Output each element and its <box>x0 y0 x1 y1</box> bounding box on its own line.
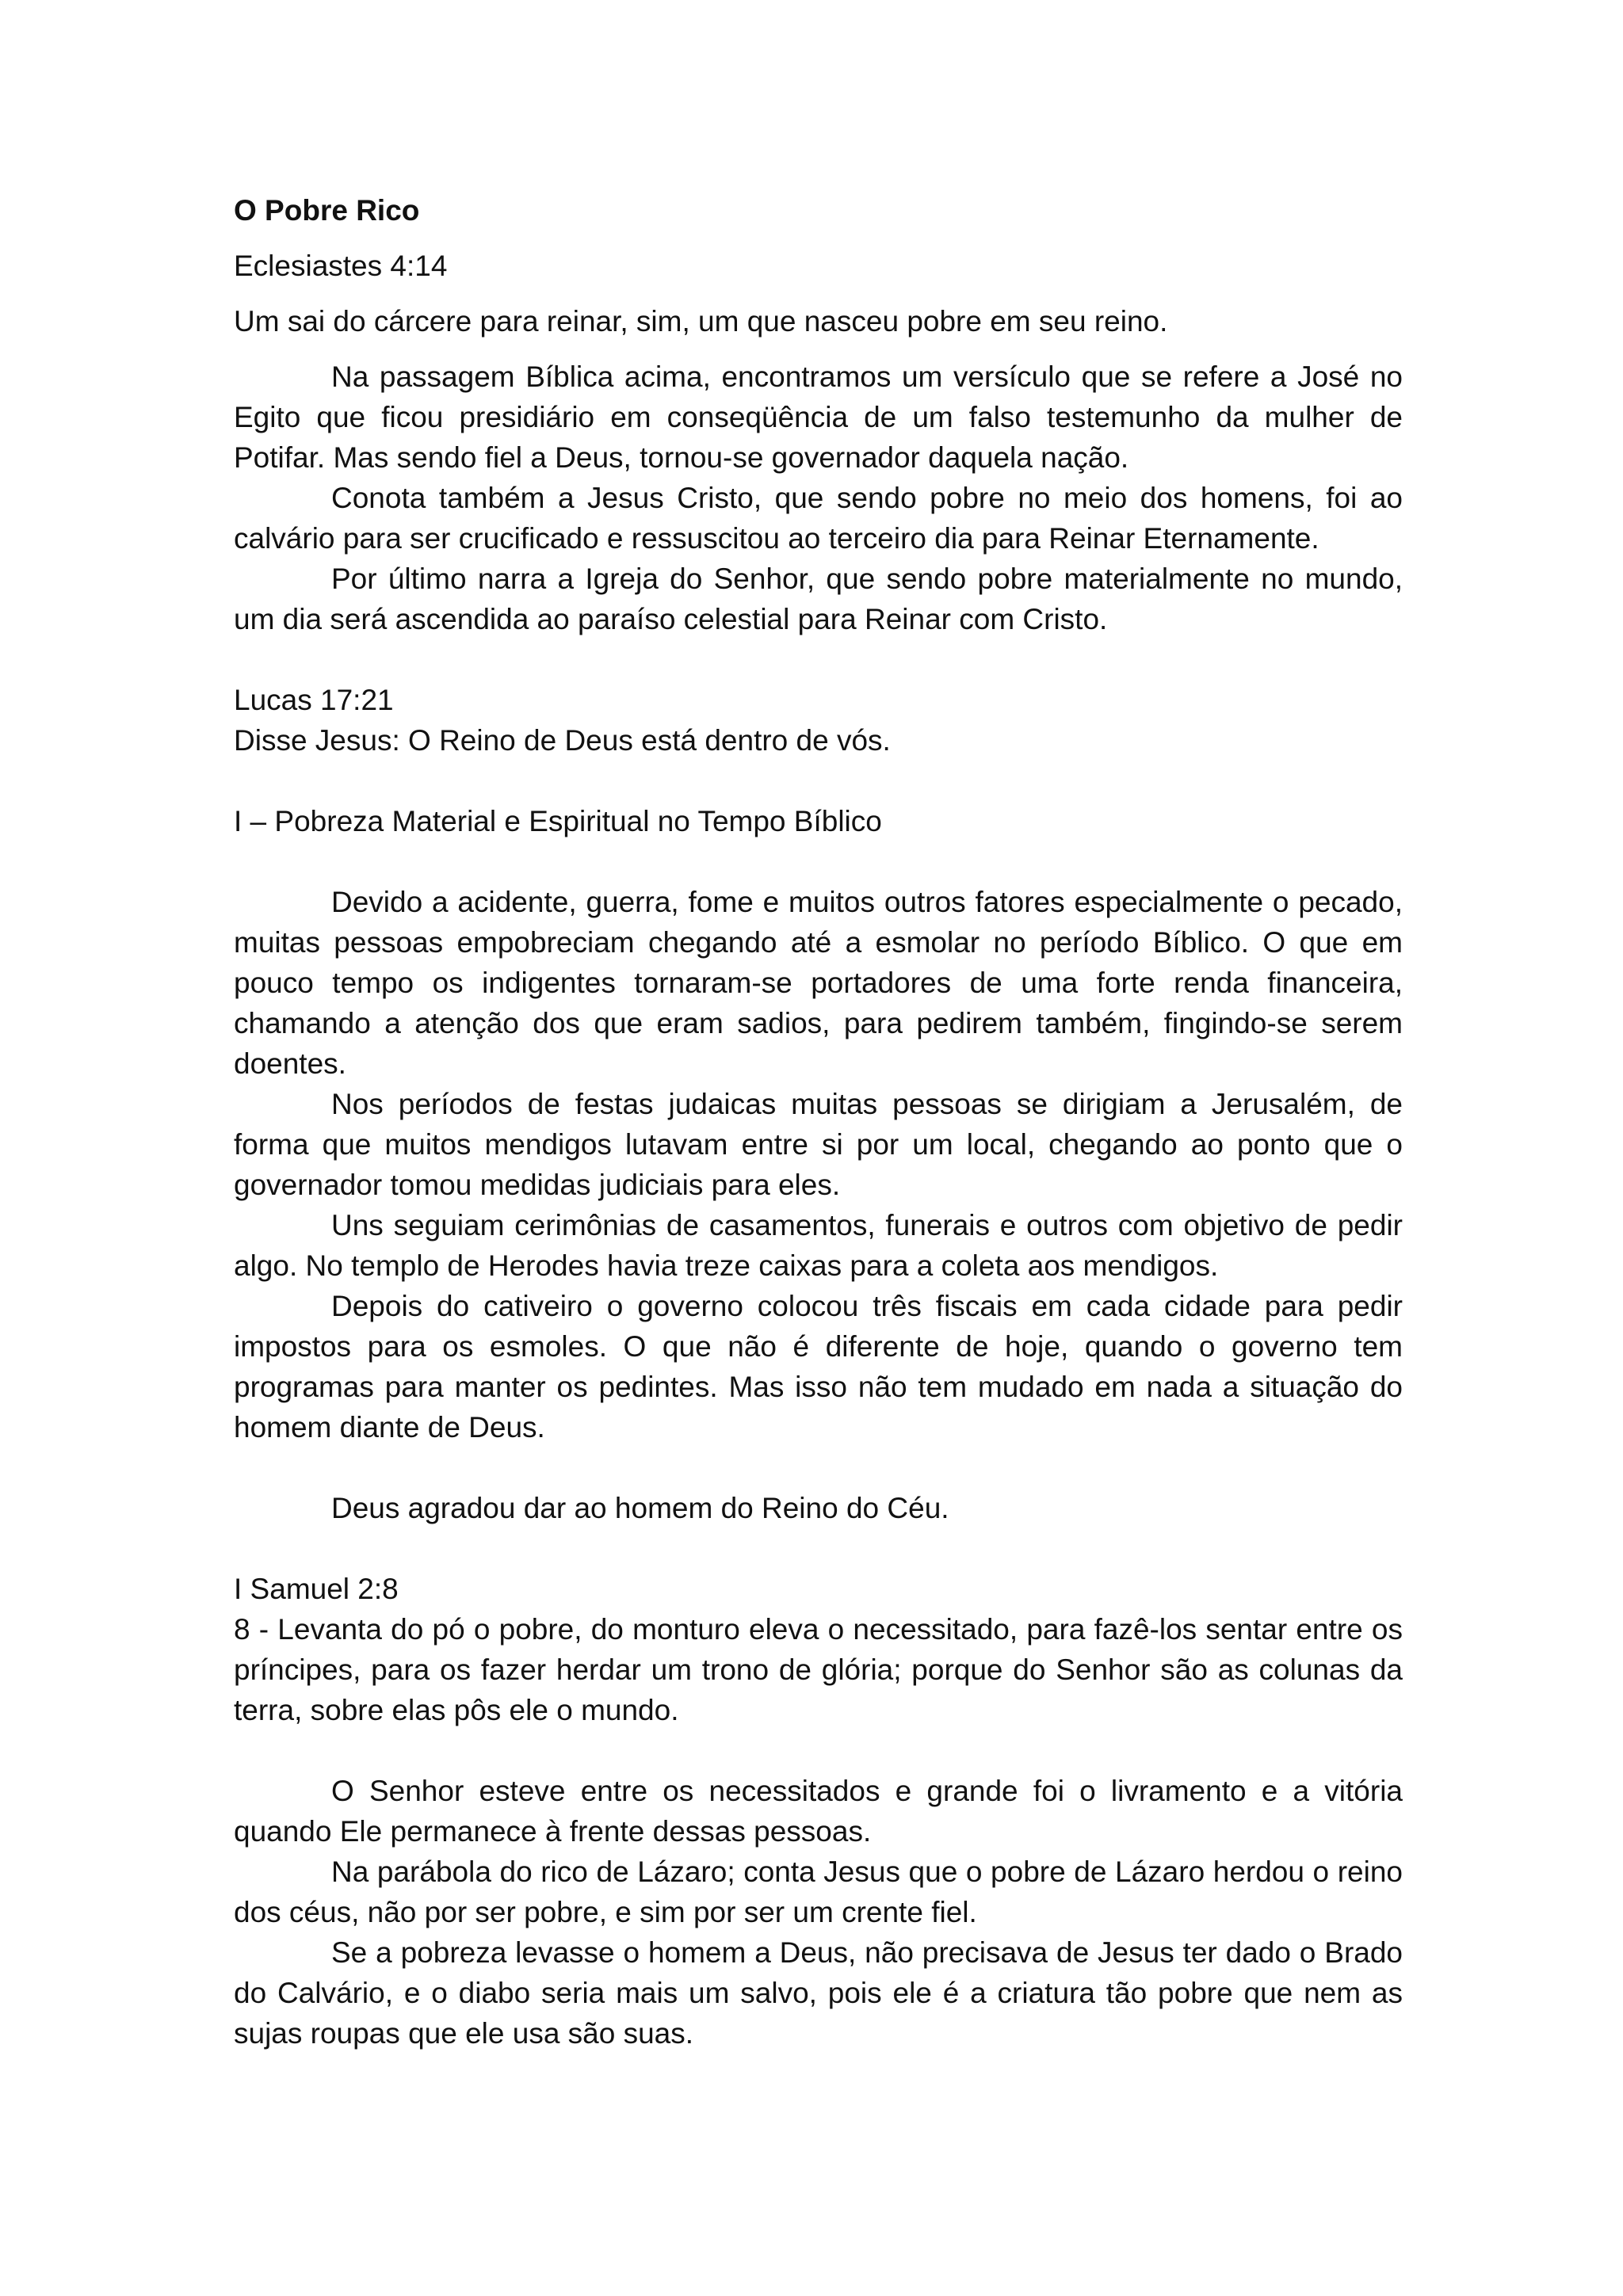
body-paragraph: Depois do cativeiro o governo colocou três fiscais em cada cidade para pedir impostos para os esmoles. O que não é diferente de hoje, quando o governo tem programas para manter os pedintes. Mas isso não tem mudado em nada a situação do homem diante de Deus. <box>234 1290 1403 1444</box>
body-paragraph: Na passagem Bíblica acima, encontramos um versículo que se refere a José no Egito que ficou presidiário em conseqüência de um falso testemunho da mulher de Potifar. Mas sendo fiel a Deus, tornou-se governador daquela nação. <box>234 360 1403 474</box>
body-paragraph: Na parábola do rico de Lázaro; conta Jesus que o pobre de Lázaro herdou o reino dos céus, não por ser pobre, e sim por ser um crente fiel. <box>234 1855 1403 1928</box>
body-paragraph: Devido a acidente, guerra, fome e muitos outros fatores especialmente o pecado, muitas pessoas empobreciam chegando até a esmolar no período Bíblico. O que em pouco tempo os indigentes tornaram-se portadores de uma forte renda financeira, chamando a atenção dos que eram sadios, para pedirem também, fingindo-se serem doentes. <box>234 886 1403 1080</box>
body-paragraph: O Senhor esteve entre os necessitados e grande foi o livramento e a vitória quando Ele permanece à frente dessas pessoas. <box>234 1775 1403 1848</box>
scripture-reference: I Samuel 2:8 <box>234 1573 399 1605</box>
body-paragraph: Uns seguiam cerimônias de casamentos, funerais e outros com objetivo de pedir algo. No templo de Herodes havia treze caixas para a coleta aos mendigos. <box>234 1209 1403 1282</box>
body-paragraph: Deus agradou dar ao homem do Reino do Céu. <box>331 1492 949 1524</box>
scripture-verse: 8 - Levanta do pó o pobre, do monturo eleva o necessitado, para fazê-los sentar entre os príncipes, para os fazer herdar um trono de glória; porque do Senhor são as colunas da terra, sobre elas pôs ele o mundo. <box>234 1613 1403 1726</box>
scripture-verse: Um sai do cárcere para reinar, sim, um que nasceu pobre em seu reino. <box>234 305 1168 338</box>
document-title: O Pobre Rico <box>234 194 420 227</box>
scripture-reference: Eclesiastes 4:14 <box>234 250 448 282</box>
body-paragraph: Conota também a Jesus Cristo, que sendo pobre no meio dos homens, foi ao calvário para ser crucificado e ressuscitou ao terceiro dia para Reinar Eternamente. <box>234 482 1403 555</box>
document-page <box>234 190 1403 2054</box>
body-paragraph: Nos períodos de festas judaicas muitas pessoas se dirigiam a Jerusalém, de forma que muitos mendigos lutavam entre si por um local, chegando ao ponto que o governador tomou medidas judiciais para eles. <box>234 1088 1403 1201</box>
scripture-reference: Lucas 17:21 <box>234 684 394 716</box>
body-paragraph: Se a pobreza levasse o homem a Deus, não precisava de Jesus ter dado o Brado do Calvário, e o diabo seria mais um salvo, pois ele é a criatura tão pobre que nem as sujas roupas que ele usa são suas. <box>234 1936 1403 2050</box>
body-paragraph: Por último narra a Igreja do Senhor, que sendo pobre materialmente no mundo, um dia será ascendida ao paraíso celestial para Reinar com Cristo. <box>234 563 1403 635</box>
scripture-verse: Disse Jesus: O Reino de Deus está dentro de vós. <box>234 724 891 757</box>
section-heading: I – Pobreza Material e Espiritual no Tempo Bíblico <box>234 805 882 837</box>
